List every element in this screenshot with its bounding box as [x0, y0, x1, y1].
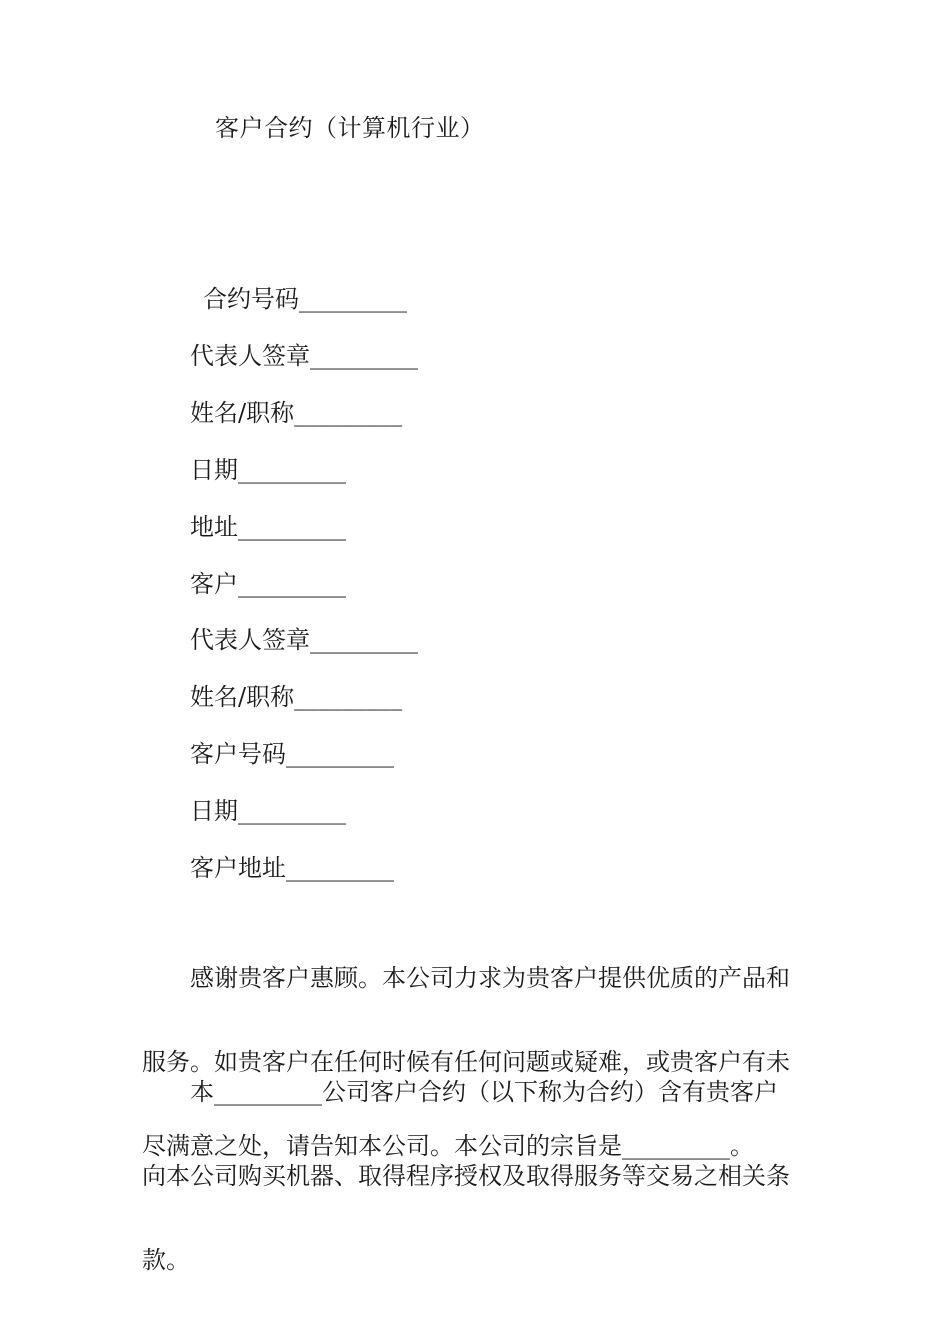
field-date: 日期_________ [190, 456, 346, 484]
field-customer-address: 客户地址_________ [190, 854, 394, 882]
field-customer: 客户_________ [190, 570, 346, 598]
paragraph-line: 款。 [142, 1246, 190, 1274]
field-customer-representative-signature: 代表人签章_________ [190, 626, 418, 654]
field-representative-signature: 代表人签章_________ [190, 342, 418, 370]
paragraph-line: 向本公司购买机器、取得程序授权及取得服务等交易之相关条 [142, 1162, 790, 1190]
paragraph-line: 服务。如贵客户在任何时候有任何问题或疑难，或贵客户有未 [142, 1048, 790, 1076]
paragraph-line: 尽满意之处，请告知本公司。本公司的宗旨是_________。 [142, 1132, 754, 1160]
paragraph-line: 感谢贵客户惠顾。本公司力求为贵客户提供优质的产品和 [190, 964, 790, 992]
document-title: 客户合约（计算机行业） [215, 114, 485, 142]
paragraph-line: 本_________公司客户合约（以下称为合约）含有贵客户 [190, 1078, 778, 1106]
field-customer-name-title: 姓名/职称_________ [190, 683, 403, 711]
field-contract-number: 合约号码_________ [203, 285, 407, 313]
field-customer-number: 客户号码_________ [190, 740, 394, 768]
field-customer-date: 日期_________ [190, 797, 346, 825]
field-name-title: 姓名/职称_________ [190, 399, 403, 427]
paragraph-contract-scope [142, 1022, 822, 1330]
field-address: 地址_________ [190, 513, 346, 541]
